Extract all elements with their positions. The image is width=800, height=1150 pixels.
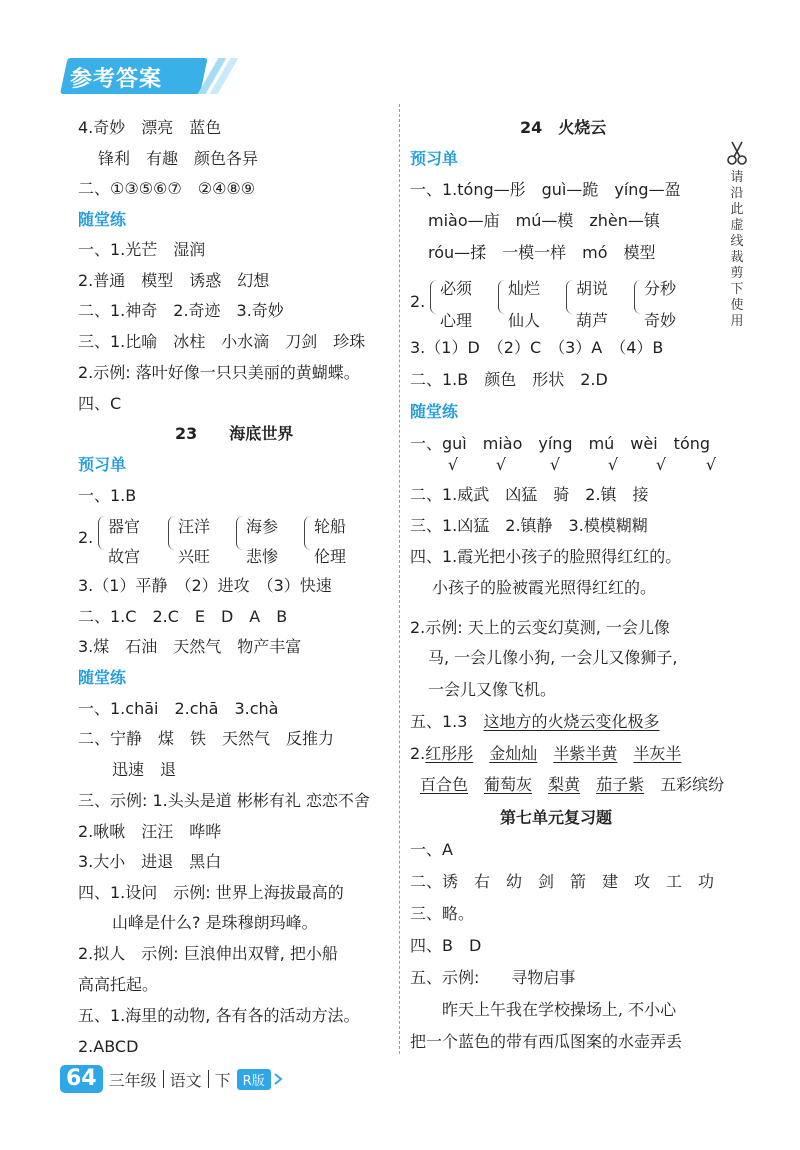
answer-line: 五、1.海里的动物, 各有各的活动方法。 — [78, 1006, 360, 1025]
answer-line: 3.大小 进退 黑白 — [78, 852, 222, 871]
section-heading: 随堂练 — [78, 668, 127, 687]
underlined-answer: 这地方的火烧云变化极多 — [483, 712, 660, 731]
check-icon: √ — [655, 455, 667, 474]
cut-note-char: 沿 — [730, 186, 744, 201]
answer-line: 2.普通 模型 诱惑 幻想 — [78, 271, 270, 290]
answer-line: 四、1.设问 示例: 世界上海拔最高的 — [78, 883, 344, 902]
answer-banner — [60, 58, 222, 94]
brace-word: 器官 — [108, 517, 141, 536]
color-word: 五彩缤纷 — [660, 775, 725, 794]
brace-prefix: 2. — [78, 528, 94, 547]
brace-prefix: 2. — [410, 292, 426, 311]
cut-along-note — [725, 140, 749, 330]
answer-line: 四、1.霞光把小孩子的脸照得红红的。 — [410, 547, 682, 566]
color-word: 茄子紫 — [596, 775, 645, 794]
brace-word: 葫芦 — [576, 311, 609, 330]
answer-line: 3.（1）D （2）C （3）A （4）B — [410, 338, 664, 357]
cut-note-char: 虚 — [730, 218, 744, 233]
page-number: 64 — [60, 1065, 103, 1093]
answer-line: 二、1.C 2.C E D A B — [78, 607, 288, 626]
cut-note-char: 请 — [730, 170, 744, 185]
column-divider — [399, 104, 400, 1054]
footer-grade: 三年级 — [108, 1070, 157, 1090]
answer-line: 一、1.光芒 湿润 — [78, 240, 206, 259]
brace-word: 悲惨 — [246, 547, 279, 566]
answer-line: 二、①③⑤⑥⑦ ②④⑧⑨ — [78, 179, 256, 198]
answer-line: 山峰是什么? 是珠穆朗玛峰。 — [112, 913, 318, 932]
answer-line: 二、诱 右 幼 剑 箭 建 攻 工 功 — [410, 872, 715, 891]
brace-word: 仙人 — [508, 311, 541, 330]
color-word: 梨黄 — [548, 775, 581, 794]
chevron-right-icon — [273, 1072, 283, 1086]
answer-line: 2.ABCD — [78, 1037, 139, 1056]
answer-line: 迅速 退 — [112, 760, 177, 779]
brace-word: 必须 — [440, 279, 473, 298]
color-word: 葡萄灰 — [484, 775, 533, 794]
color-word: 百合色 — [420, 775, 469, 794]
brace-word: 海参 — [246, 517, 279, 536]
cut-note-char: 剪 — [730, 266, 744, 281]
check-marks-row — [446, 455, 718, 475]
brace-word: 分秒 — [644, 279, 677, 298]
answer-line: 四、B D — [410, 936, 482, 955]
scissors-icon — [726, 140, 748, 166]
answer-line: 2.啾啾 汪汪 哗哗 — [78, 822, 222, 841]
brace-word: 故宫 — [108, 547, 141, 566]
section-heading: 预习单 — [78, 455, 127, 474]
answer-line: róu—揉 一模一样 mó 模型 — [428, 243, 656, 262]
section-heading: 随堂练 — [410, 402, 459, 421]
brace-word: 心理 — [440, 311, 473, 330]
lesson-title: 24 火烧云 — [520, 118, 607, 137]
color-words-row — [410, 744, 681, 764]
answer-line: 四、C — [78, 394, 122, 413]
answer-number: 五、1.3 — [410, 712, 484, 731]
brace-word: 轮船 — [314, 517, 347, 536]
answer-number: 2. — [410, 744, 426, 763]
answer-line: 一、guì miào yíng mú wèi tóng — [410, 434, 711, 453]
cut-note-char: 裁 — [730, 250, 744, 265]
brace-word: 汪洋 — [178, 517, 211, 536]
essay-line: 把一个蓝色的带有西瓜图案的水壶弄丢 — [410, 1032, 683, 1051]
cut-note-char: 使 — [730, 298, 744, 313]
footer-subject: 语文 — [169, 1070, 202, 1090]
section-heading: 预习单 — [410, 149, 459, 168]
answer-line: 二、宁静 煤 铁 天然气 反推力 — [78, 729, 335, 748]
answer-line: 高高托起。 — [78, 975, 159, 994]
cut-note-char: 用 — [730, 314, 744, 329]
answer-line: 三、略。 — [410, 904, 475, 923]
check-icon: √ — [705, 455, 717, 474]
page-footer — [60, 1064, 283, 1094]
answer-line: 2.拟人 示例: 巨浪伸出双臂, 把小船 — [78, 944, 338, 963]
check-icon: √ — [447, 455, 459, 474]
check-icon: √ — [495, 455, 507, 474]
color-words-row — [420, 775, 724, 795]
cut-note-char: 下 — [730, 282, 744, 297]
unit-review-title: 第七单元复习题 — [500, 808, 613, 827]
answer-line: 三、1.凶猛 2.镇静 3.模模糊糊 — [410, 516, 648, 535]
color-word: 半紫半黄 — [553, 744, 618, 763]
answer-line: 锋利 有趣 颜色各异 — [98, 149, 259, 168]
answer-line: miào—庙 mú—模 zhèn—镇 — [428, 211, 660, 230]
brace-word: 奇妙 — [644, 311, 677, 330]
answer-line: 3.（1）平静 （2）进攻 （3）快速 — [78, 576, 332, 595]
answer-line: 一、1.B — [78, 486, 137, 505]
answer-line: 三、1.比喻 冰柱 小水滴 刀剑 珍珠 — [78, 332, 366, 351]
answer-line: 2.示例: 天上的云变幻莫测, 一会儿像 — [410, 618, 670, 637]
banner-title: 参考答案 — [70, 67, 163, 92]
answer-line: 二、1.威武 凶猛 骑 2.镇 接 — [410, 485, 649, 504]
section-heading: 随堂练 — [78, 210, 127, 229]
answer-line: 一、1.tóng—彤 guì—跪 yíng—盈 — [410, 180, 681, 199]
answer-line: 三、示例: 1.头头是道 彬彬有礼 恋恋不舍 — [78, 791, 370, 810]
check-icon: √ — [549, 455, 561, 474]
color-word: 半灰半 — [633, 744, 682, 763]
answer-line: 3.煤 石油 天然气 物产丰富 — [78, 637, 302, 656]
brace-word: 伦理 — [314, 547, 347, 566]
essay-line: 昨天上午我在学校操场上, 不小心 — [410, 1000, 677, 1019]
answer-line: 一、1.chāi 2.chā 3.chà — [78, 699, 279, 718]
answer-line: 2.示例: 落叶好像一只只美丽的黄蝴蝶。 — [78, 363, 360, 382]
color-word: 红彤彤 — [425, 744, 474, 763]
answer-line: 马, 一会儿像小狗, 一会儿又像狮子, — [428, 648, 678, 667]
answer-line: 小孩子的脸被霞光照得红红的。 — [432, 578, 657, 597]
answer-line: 一会儿又像飞机。 — [428, 680, 557, 699]
check-icon: √ — [607, 455, 619, 474]
cut-note-char: 此 — [730, 202, 744, 217]
cut-note-char: 线 — [730, 234, 744, 249]
color-word: 金灿灿 — [489, 744, 538, 763]
footer-volume: 下 — [214, 1070, 231, 1090]
edition-badge: R版 — [237, 1069, 271, 1090]
brace-word: 灿烂 — [508, 279, 541, 298]
brace-word: 兴旺 — [178, 547, 211, 566]
brace-word: 胡说 — [576, 279, 609, 298]
answer-line: 二、1.B 颜色 形状 2.D — [410, 370, 608, 389]
answer-line: 4.奇妙 漂亮 蓝色 — [78, 118, 222, 137]
answer-line: 五、示例: 寻物启事 — [410, 968, 576, 987]
answer-line — [410, 712, 659, 732]
answer-line: 二、1.神奇 2.奇迹 3.奇妙 — [78, 301, 284, 320]
lesson-title: 23 海底世界 — [175, 424, 294, 443]
answer-line: 一、A — [410, 840, 453, 859]
